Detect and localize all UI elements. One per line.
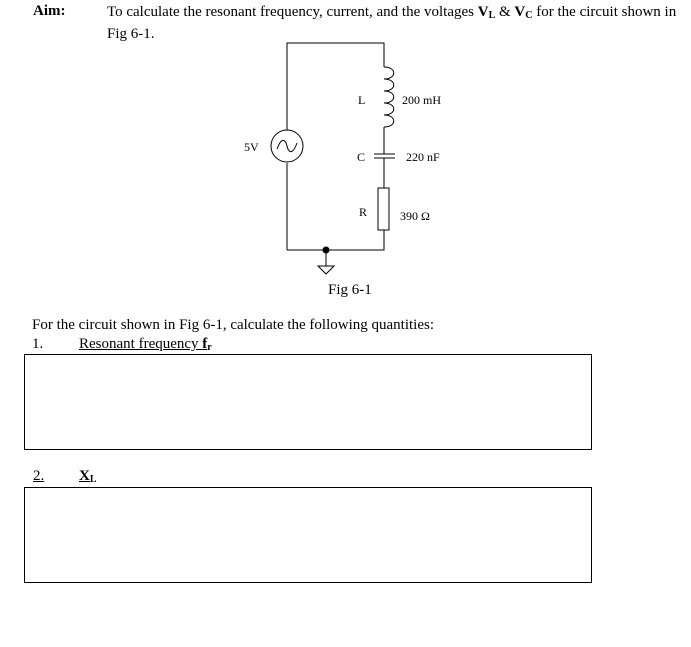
- xl-symbol: $X_L$: [79, 468, 97, 485]
- circuit-diagram: [0, 0, 691, 310]
- ground-symbol: [318, 266, 334, 274]
- vl-symbol: $V_L$: [477, 4, 496, 21]
- resistor-value: 390 Ω: [400, 209, 430, 223]
- vc-symbol: $V_C$: [514, 4, 533, 21]
- fr-symbol: $f_r$: [202, 336, 212, 353]
- figure-caption: Fig 6-1: [328, 282, 372, 298]
- answer-box-1[interactable]: [24, 354, 592, 450]
- aim-text-after: for the circuit shown in Fig 6-1.: [107, 4, 677, 42]
- q1-number: 1.: [32, 336, 44, 352]
- aim-text-before: To calculate the resonant frequency, current, and the voltages: [107, 4, 478, 20]
- inductor-label: L: [358, 93, 366, 107]
- q1-label: Resonant frequency $f_r$: [79, 336, 212, 353]
- resistor-body: [378, 188, 389, 230]
- source-label: 5V: [244, 140, 259, 154]
- answer-box-2[interactable]: [24, 487, 592, 583]
- capacitor-value: 220 nF: [406, 150, 440, 164]
- resistor-label: R: [359, 205, 368, 219]
- q2-number: 2.: [33, 468, 45, 484]
- inductor-value: 200 mH: [402, 93, 441, 107]
- question-intro: For the circuit shown in Fig 6-1, calculate the following quantities:: [32, 317, 435, 333]
- q2-label: [79, 468, 97, 485]
- ac-source-wave: [277, 140, 297, 151]
- inductor-coil: [384, 67, 394, 127]
- aim-label: Aim:: [33, 3, 66, 19]
- capacitor-label: C: [357, 150, 366, 164]
- wire-bottom: [287, 230, 384, 250]
- wire-left-top: [287, 43, 384, 130]
- aim-amp: &: [495, 4, 515, 20]
- ground-node: [323, 247, 330, 254]
